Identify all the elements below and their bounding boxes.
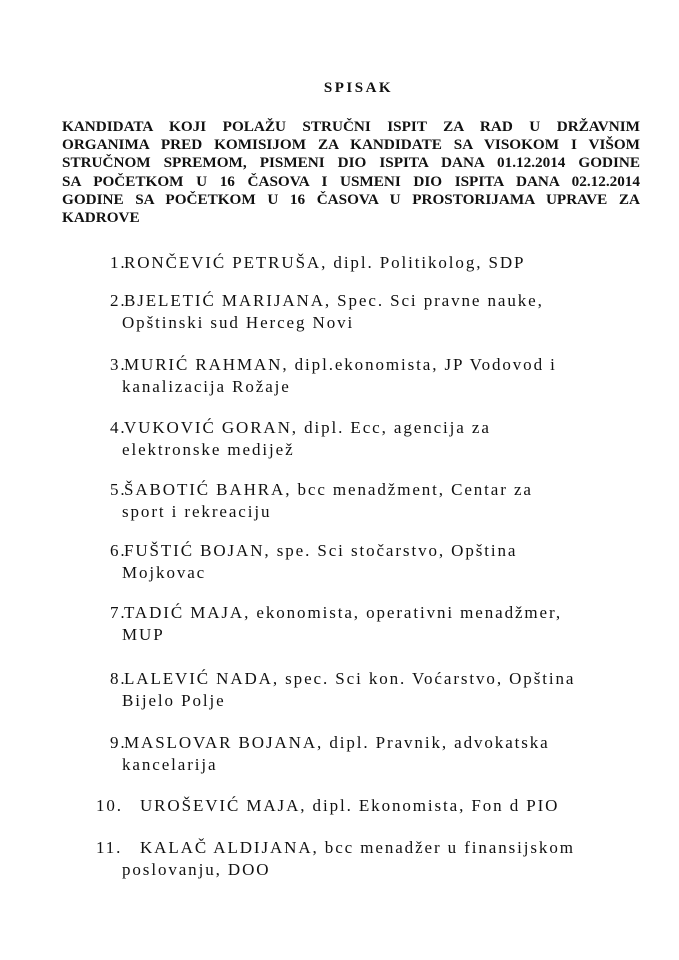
candidate-number: 9. bbox=[110, 733, 127, 752]
candidate-details-continued: sport i rekreaciju bbox=[122, 502, 272, 521]
document-intro bbox=[62, 118, 640, 227]
candidate-details: KALAČ ALDIJANA, bcc menadžer u finansijskom bbox=[140, 838, 575, 857]
candidate-number: 11. bbox=[96, 838, 123, 857]
candidate-number: 4. bbox=[110, 418, 127, 437]
candidate-details-continued: kancelarija bbox=[122, 755, 218, 774]
candidate-details-continued: Bijelo Polje bbox=[122, 691, 226, 710]
intro-line: GODINE SA POČETKOM U 16 ČASOVA U PROSTORIJAMA UPRAVE ZA bbox=[62, 190, 640, 208]
candidate-details-continued: MUP bbox=[122, 625, 165, 644]
candidate-number: 6. bbox=[110, 541, 127, 560]
candidate-details: TADIĆ MAJA, ekonomista, operativni menadžmer, bbox=[124, 603, 563, 622]
candidate-details-continued: elektronske medijež bbox=[122, 440, 295, 459]
candidate-number: 5. bbox=[110, 480, 127, 499]
intro-line: KANDIDATA KOJI POLAŽU STRUČNI ISPIT ZA RAD U DRŽAVNIM bbox=[62, 118, 640, 135]
candidate-number: 3. bbox=[110, 355, 127, 374]
candidate-details: LALEVIĆ NADA, spec. Sci kon. Voćarstvo, Opština bbox=[124, 669, 576, 688]
candidate-details-continued: Mojkovac bbox=[122, 563, 207, 582]
candidate-details: BJELETIĆ MARIJANA, Spec. Sci pravne nauke, bbox=[124, 291, 544, 310]
candidate-details: VUKOVIĆ GORAN, dipl. Ecc, agencija za bbox=[124, 418, 491, 437]
document-title: SPISAK bbox=[323, 80, 394, 96]
candidate-details: MASLOVAR BOJANA, dipl. Pravnik, advokatska bbox=[124, 733, 550, 752]
candidate-details: MURIĆ RAHMAN, dipl.ekonomista, JP Vodovod i bbox=[124, 355, 557, 374]
candidate-details: ŠABOTIĆ BAHRA, bcc menadžment, Centar za bbox=[124, 480, 533, 499]
candidate-details-continued: poslovanju, DOO bbox=[122, 860, 271, 879]
candidate-number: 8. bbox=[110, 669, 127, 688]
intro-line: ORGANIMA PRED KOMISIJOM ZA KANDIDATE SA VISOKOM I VIŠOM bbox=[62, 136, 640, 154]
candidate-number: 1. bbox=[110, 253, 127, 272]
candidate-number: 2. bbox=[110, 291, 127, 310]
intro-line: STRUČNOM SPREMOM, PISMENI DIO ISPITA DANA 01.12.2014 GODINE bbox=[62, 154, 640, 172]
candidate-details: RONČEVIĆ PETRUŠA, dipl. Politikolog, SDP bbox=[124, 253, 526, 272]
candidate-details: UROŠEVIĆ MAJA, dipl. Ekonomista, Fon d PIO bbox=[140, 796, 560, 815]
candidate-details-continued: Opštinski sud Herceg Novi bbox=[122, 313, 355, 332]
candidate-number: 10. bbox=[96, 796, 123, 815]
candidate-details-continued: kanalizacija Rožaje bbox=[122, 377, 291, 396]
candidate-details: FUŠTIĆ BOJAN, spe. Sci stočarstvo, Opština bbox=[124, 541, 518, 560]
intro-line: KADROVE bbox=[62, 209, 140, 227]
intro-line: SA POČETKOM U 16 ČASOVA I USMENI DIO ISPITA DANA 02.12.2014 bbox=[62, 172, 640, 190]
candidate-number: 7. bbox=[110, 603, 127, 622]
